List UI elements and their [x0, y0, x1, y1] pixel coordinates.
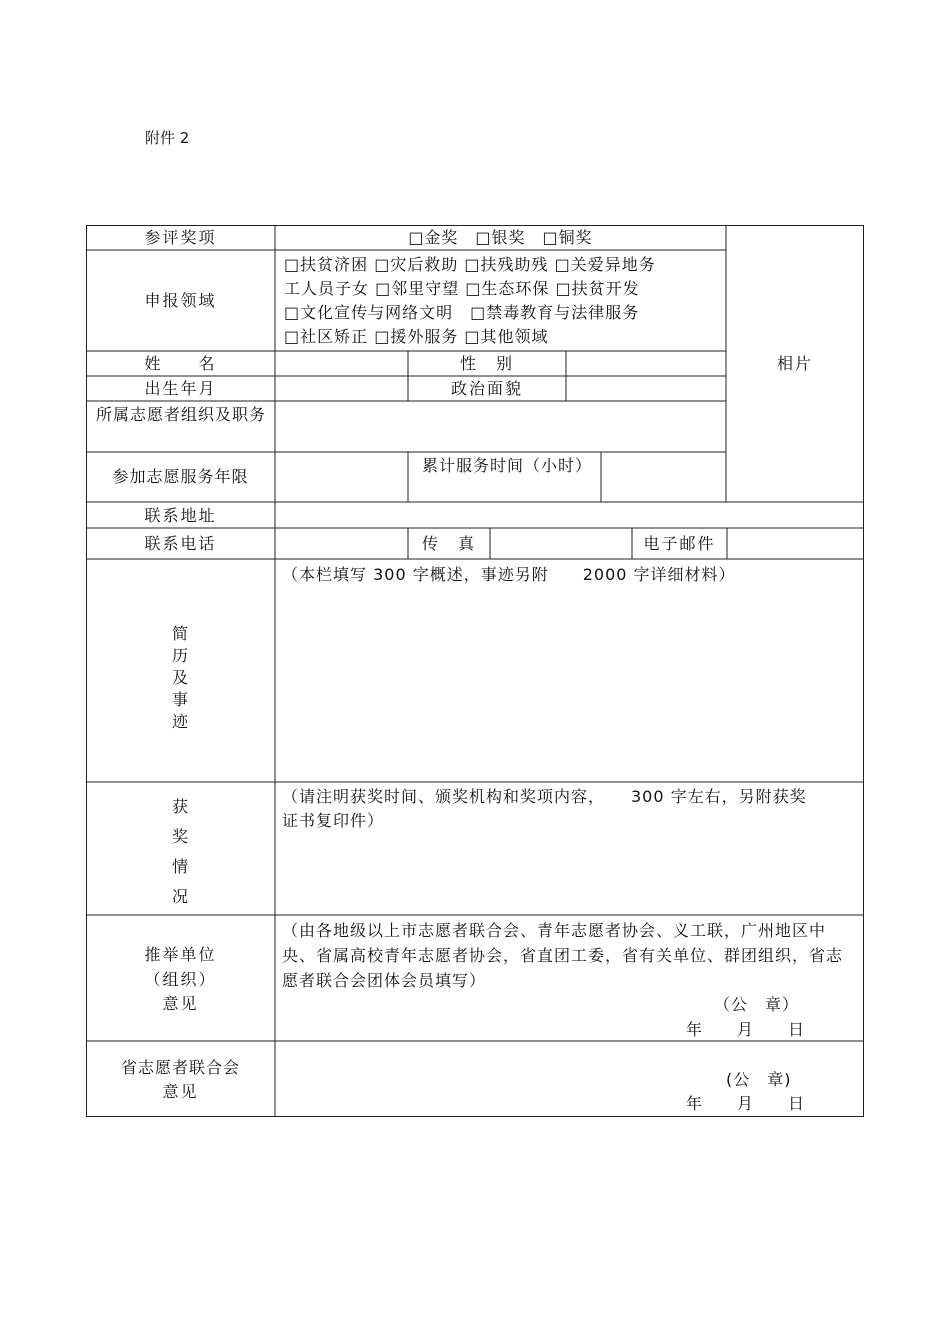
gender-label: 性 别: [459, 354, 514, 373]
fax-label: 传 真: [421, 534, 476, 553]
province-label-line-2: 意见: [162, 1082, 199, 1101]
field-option-line-1[interactable]: □扶贫济困 □灾后救助 □扶残助残 □关爱异地务: [284, 255, 656, 274]
province-seal: (公 章): [726, 1070, 792, 1089]
resume-label: 简历及事迹: [171, 624, 188, 731]
awards-note: （请注明获奖时间、颁奖机构和奖项内容， 300 字左右，另附获奖证书复印件）: [282, 787, 807, 830]
recommend-label-line-2: （组织）: [144, 970, 217, 989]
attachment-label: 附件 2: [145, 129, 190, 147]
political-label: 政治面貌: [450, 379, 523, 398]
email-label: 电子邮件: [643, 534, 716, 553]
recommend-label-line-1: 推举单位: [144, 945, 217, 964]
hours-label: 累计服务时间（小时）: [422, 456, 593, 475]
name-label: 姓 名: [144, 354, 217, 373]
field-option-line-3[interactable]: □文化宣传与网络文明 □禁毒教育与法律服务: [284, 303, 640, 322]
birth-label: 出生年月: [144, 379, 217, 398]
photo-label: 相片: [776, 354, 813, 373]
province-label-line-1: 省志愿者联合会: [120, 1058, 240, 1077]
recommend-seal: （公 章）: [714, 995, 800, 1014]
province-date: 年 月 日: [686, 1094, 806, 1113]
field-option-line-2[interactable]: 工人员子女 □邻里守望 □生态环保 □扶贫开发: [284, 279, 640, 298]
awards-label: 获奖情况: [171, 797, 188, 906]
field-label: 申报领域: [144, 291, 217, 310]
phone-label: 联系电话: [144, 534, 217, 553]
address-label: 联系地址: [144, 506, 217, 525]
years-label: 参加志愿服务年限: [112, 467, 249, 486]
recommend-date: 年 月 日: [686, 1020, 806, 1039]
org-label: 所属志愿者组织及职务: [96, 405, 267, 424]
recommend-label-line-3: 意见: [162, 994, 199, 1013]
award-label: 参评奖项: [144, 228, 217, 247]
application-form-table: [86, 225, 864, 1117]
field-option-line-4[interactable]: □社区矫正 □援外服务 □其他领域: [284, 327, 549, 346]
recommend-note: （由各地级以上市志愿者联合会、青年志愿者协会、义工联，广州地区中央、省属高校青年志愿者协会，省直团工委，省有关单位、群团组织，省志愿者联合会团体会员填写）: [282, 921, 844, 990]
resume-note: （本栏填写 300 字概述，事迹另附 2000 字详细材料）: [282, 565, 736, 584]
award-options[interactable]: □金奖 □银奖 □铜奖: [408, 228, 593, 247]
